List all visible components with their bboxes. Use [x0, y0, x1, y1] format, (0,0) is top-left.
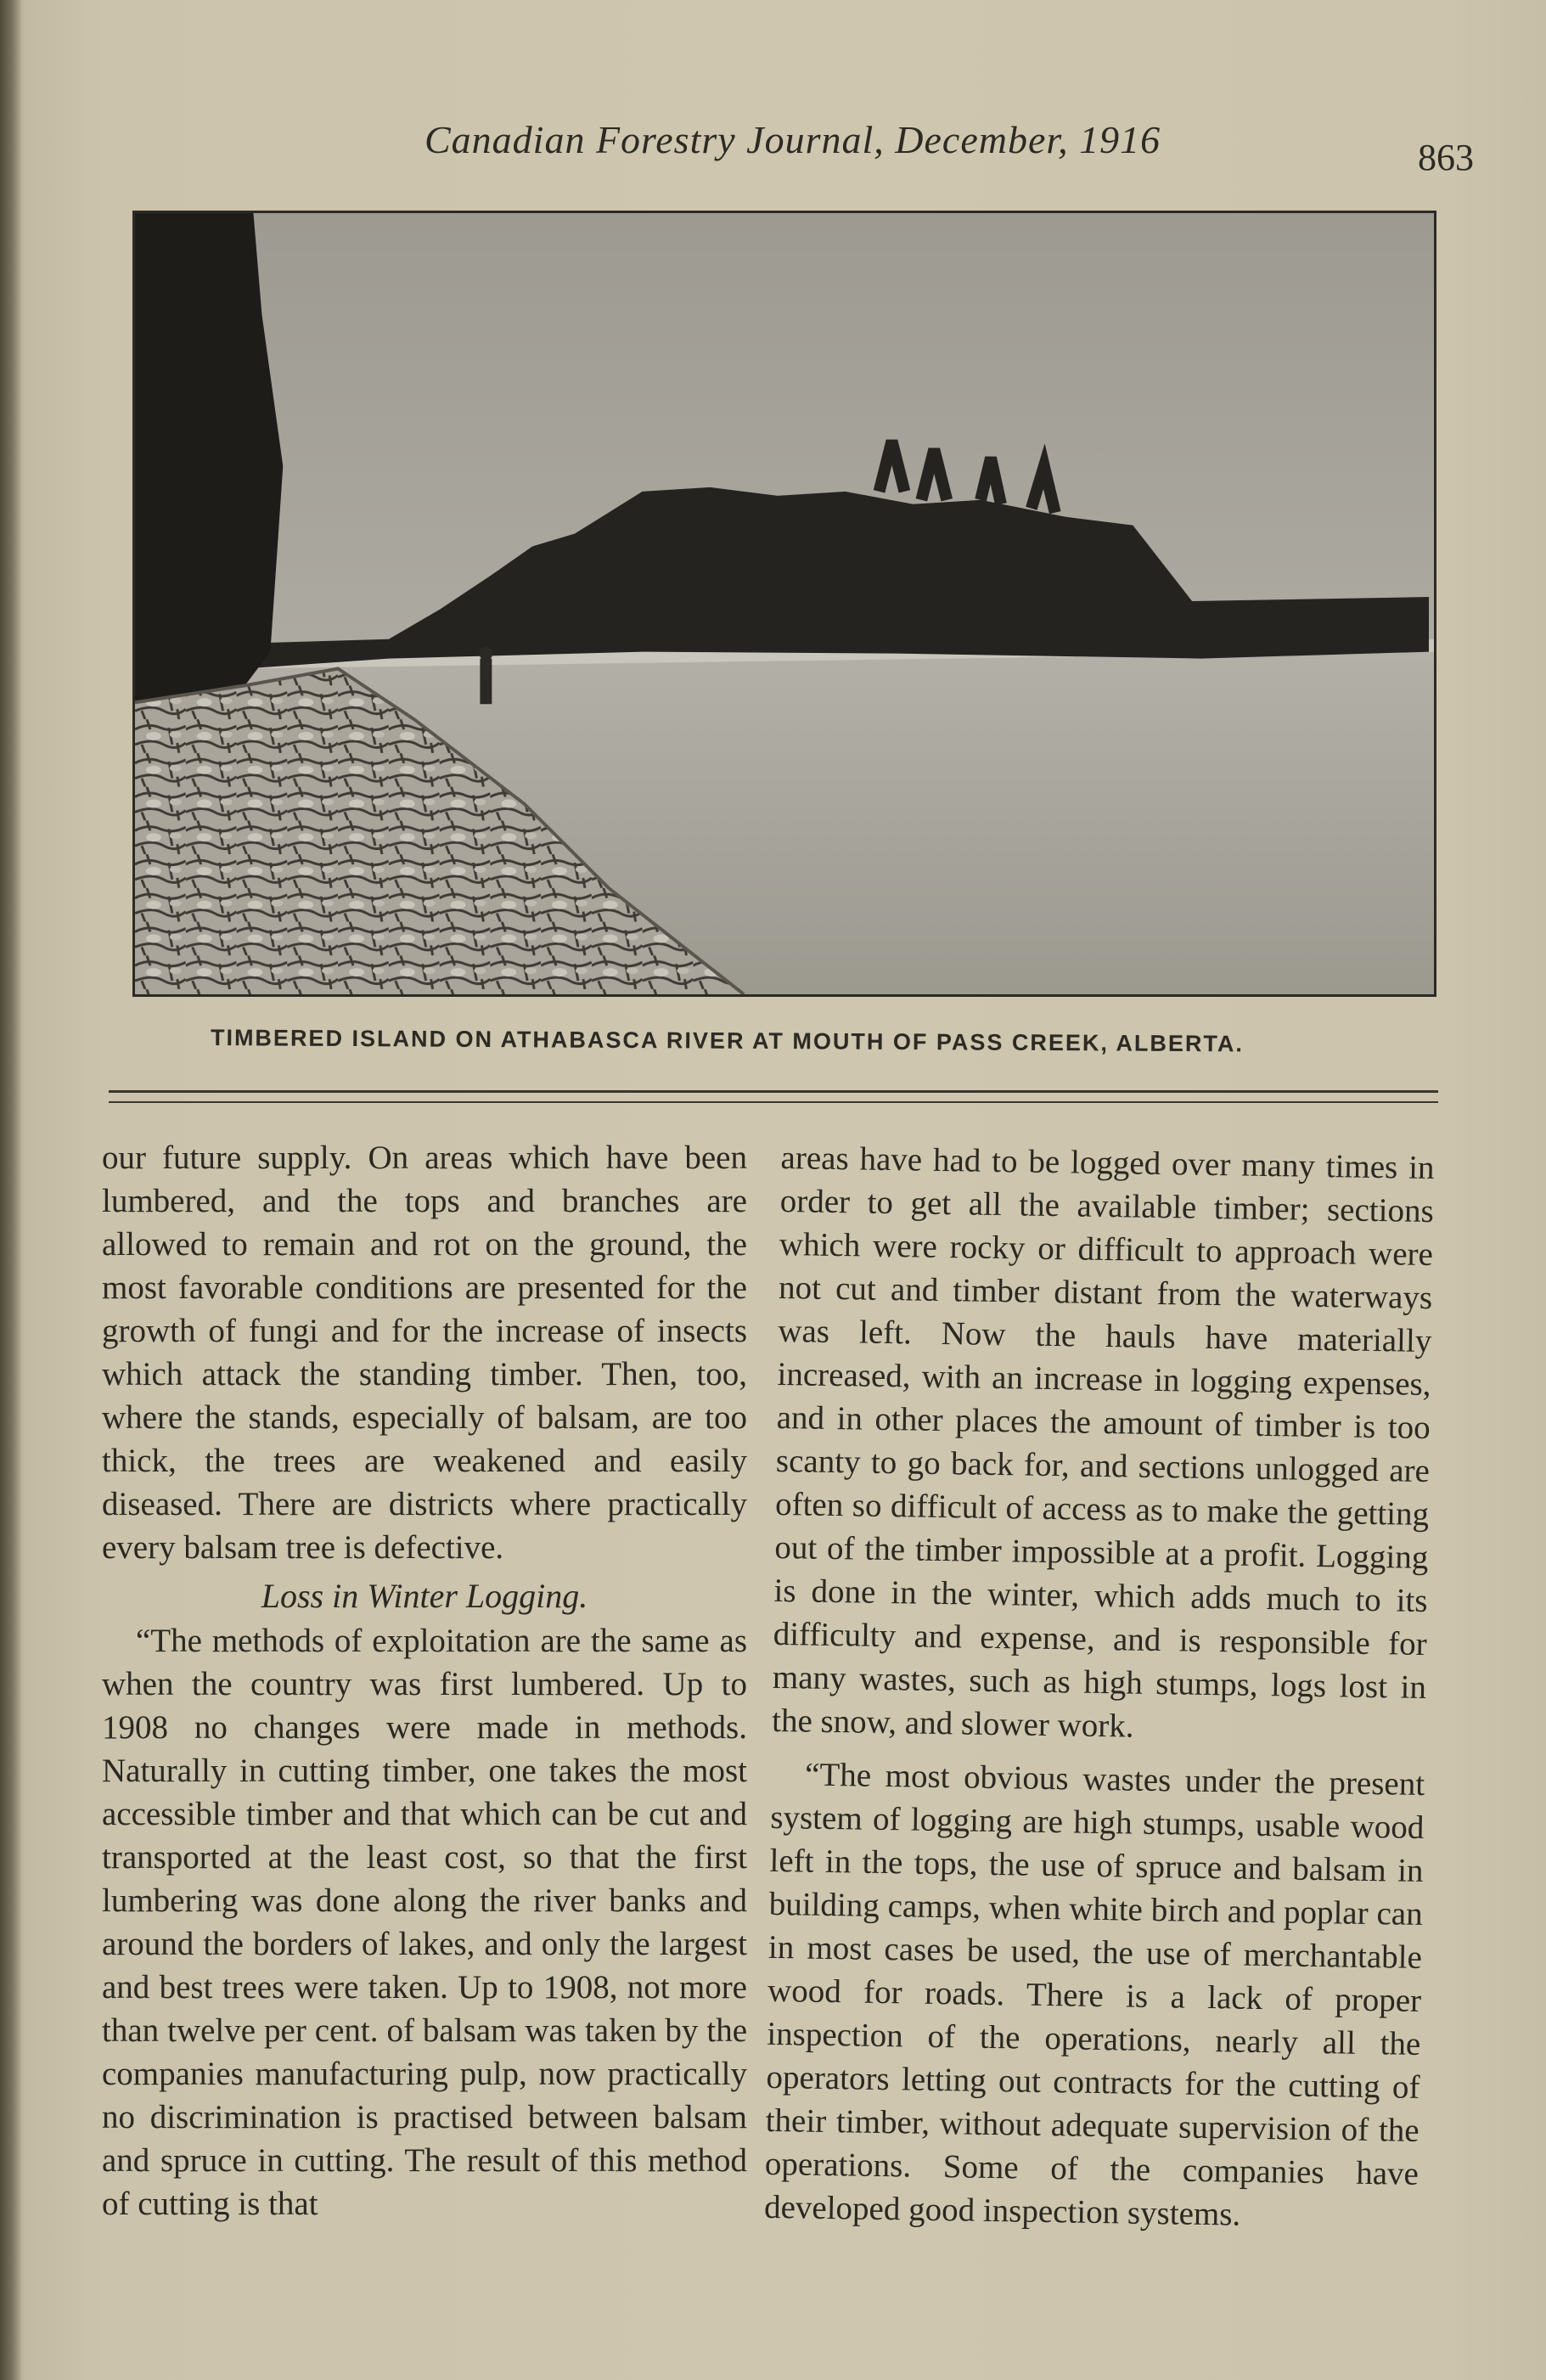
left-paragraph-2: “The methods of exploitation are the same as when the country was first lumbered. Up to 1908 no changes were made in methods. Naturally in cutting timber, one takes the most accessible timber and that which can be cut and transported at the least cost, so that the first lumbering was done along the river banks and around the borders of lakes, and only the largest and best trees were taken. Up to 1908, not more than twelve per cent. of balsam was taken by the companies manufacturing pulp, now practically no discrimination is practised between balsam and spruce in cutting. The result of this method of cutting is that	[102, 1623, 747, 2222]
figure-caption: TIMBERED ISLAND ON ATHABASCA RIVER AT MOUTH OF PASS CREEK, ALBERTA.	[210, 1025, 1245, 1057]
divider-rule	[109, 1090, 1438, 1093]
left-paragraph-1: our future supply. On areas which have been lumbered, and the tops and branches are allowed to remain and rot on the ground, the most favorable conditions are presented for the growth of fungi and for the increase of insects which attack the standing timber. Then, too, where the stands, especially of balsam, are too thick, the trees are weakened and easily diseased. There are districts where practically every balsam tree is defective.	[102, 1139, 747, 1566]
left-column	[102, 1136, 747, 2225]
divider-rule-thin	[109, 1101, 1438, 1103]
river-island-photo	[132, 211, 1436, 997]
book-spine-shadow	[0, 0, 22, 2380]
right-column	[764, 1136, 1435, 2239]
right-paragraph-2: “The most obvious wastes under the present system of logging are high stumps, usable wood left in the tops, the use of spruce and balsam in building camps, when white birch and poplar can in most cases be used, the use of merchantable wood for roads. There is a lack of proper inspection of the operations, nearly all the operators letting out contracts for the cutting of their timber, without adequate supervision of the operations. Some of the companies have developed good inspection systems.	[763, 1756, 1425, 2233]
page-number: 863	[1418, 137, 1474, 178]
right-paragraph-1: areas have had to be logged over many times in order to get all the available timber; sections which were rocky or difficult to approach were not cut and timber distant from the waterways was left. Now the hauls have materially increased, with an increase in logging expenses, and in other places the amount of timber is too scanty to go back for, and sections unlogged are often so difficult of access as to make the getting out of the timber impossible at a profit. Logging is done in the winter, which adds much to its difficulty and expense, and is responsible for many wastes, such as high stumps, logs lost in the snow, and slower work.	[771, 1139, 1435, 1745]
section-subheading: Loss in Winter Logging.	[261, 1577, 588, 1615]
photo-illustration	[135, 213, 1434, 994]
running-head: Canadian Forestry Journal, December, 1916	[424, 118, 1161, 161]
